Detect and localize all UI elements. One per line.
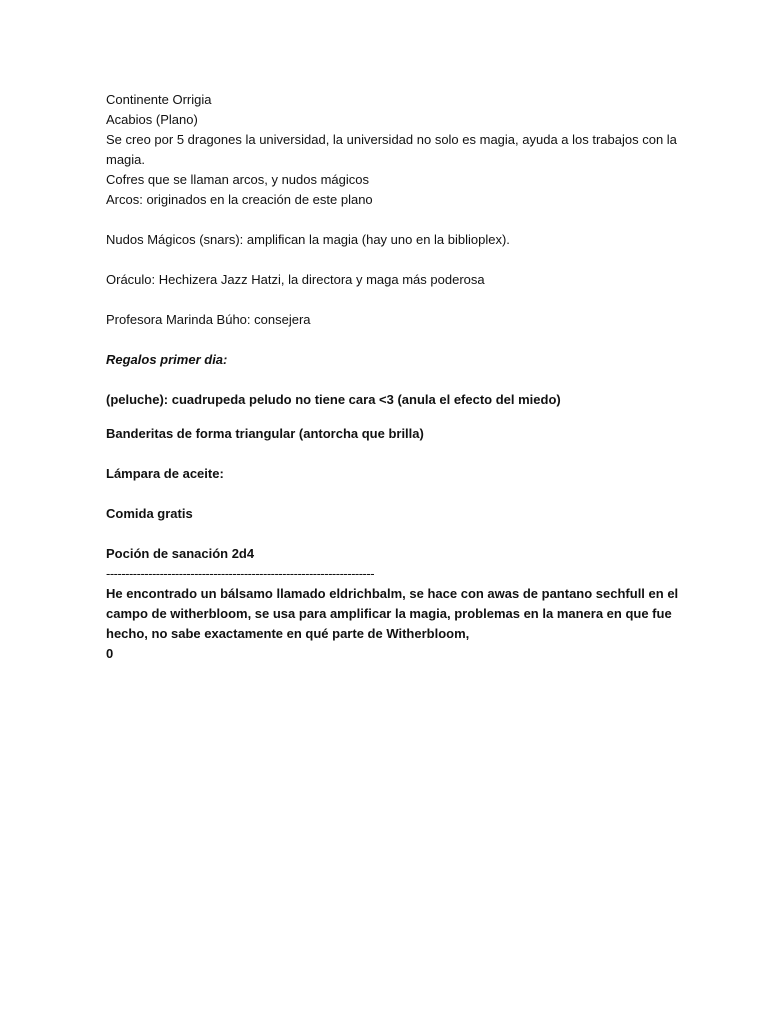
spacer — [106, 250, 686, 270]
oraculo-line: Oráculo: Hechizera Jazz Hatzi, la directora y maga más poderosa — [106, 272, 485, 287]
gift-banderitas: Banderitas de forma triangular (antorcha que brilla) — [106, 426, 424, 441]
spacer — [106, 210, 686, 230]
university-paragraph: Se creo por 5 dragones la universidad, la universidad no solo es magia, ayuda a los trabajos con la magia. — [106, 132, 677, 167]
arcos-line: Arcos: originados en la creación de este plano — [106, 192, 373, 207]
gift-lampara: Lámpara de aceite: — [106, 466, 224, 481]
separator-line: ---------------------------------------------------------------------- — [106, 566, 375, 581]
gift-comida: Comida gratis — [106, 506, 193, 521]
continent-line: Continente Orrigia — [106, 92, 212, 107]
gift-peluche: (peluche): cuadrupeda peludo no tiene cara <3 (anula el efecto del miedo) — [106, 392, 561, 407]
gift-pocion: Poción de sanación 2d4 — [106, 546, 255, 561]
profesora-line: Profesora Marinda Búho: consejera — [106, 312, 311, 327]
document-page — [106, 90, 686, 664]
spacer — [106, 370, 686, 390]
spacer — [106, 524, 686, 544]
chests-line: Cofres que se llaman arcos, y nudos mágicos — [106, 172, 370, 187]
spacer — [106, 330, 686, 350]
zero-line: 0 — [106, 646, 114, 661]
regalos-heading: Regalos primer dia: — [106, 352, 228, 367]
spacer — [106, 444, 686, 464]
spacer — [106, 410, 686, 424]
spacer — [106, 290, 686, 310]
nudos-line: Nudos Mágicos (snars): amplifican la magia (hay uno en la biblioplex). — [106, 232, 510, 247]
plane-line: Acabios (Plano) — [106, 112, 198, 127]
balsamo-note: He encontrado un bálsamo llamado eldrichbalm, se hace con awas de pantano sechfull en el campo de witherbloom, se usa para amplificar la magia, problemas en la manera en que fue hecho, no sabe exactamente en qué parte de Witherbloom, — [106, 586, 679, 641]
spacer — [106, 484, 686, 504]
